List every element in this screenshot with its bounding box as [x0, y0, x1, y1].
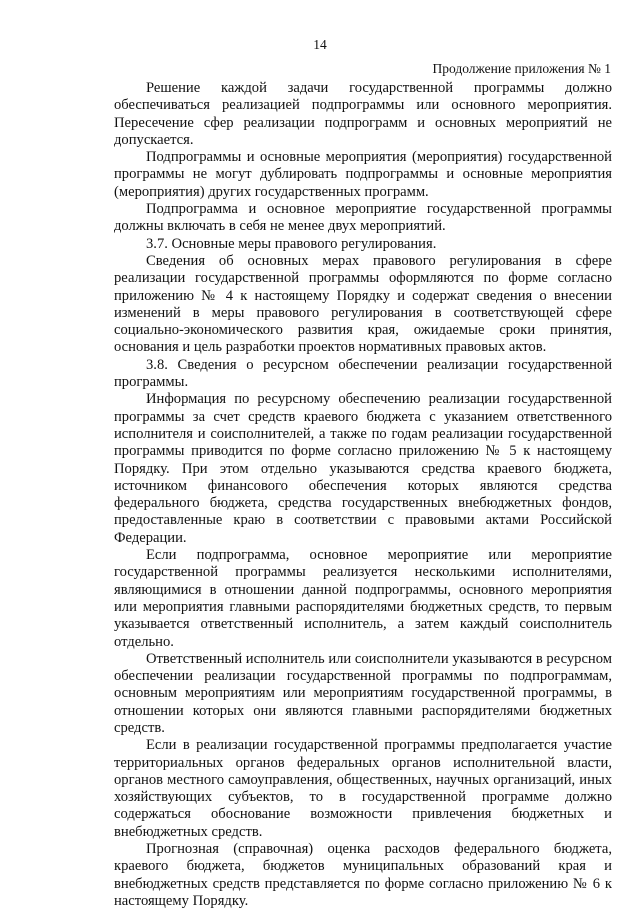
section-heading-3-8: 3.8. Сведения о ресурсном обеспечении реализации государственной программы. — [114, 356, 612, 391]
paragraph-resource-info: Информация по ресурсному обеспечению реализации государственной программы за счет средств краевого бюджета с указанием ответственного исполнителя и соисполнителей, а также по годам реализации государственной программы приводится по форме согласно приложению № 5 к настоящему Порядку. При этом отдельно указываются средства краевого бюджета, источником финансового обеспечения которых являются средства федерального бюджета, средства государственных внебюджетных фондов, предоставленные краю в соответствии с правовыми актами Российской Федерации. — [114, 391, 612, 546]
document-body — [114, 80, 612, 910]
paragraph-forecast-estimate: Прогнозная (справочная) оценка расходов федерального бюджета, краевого бюджета, бюджетов муниципальных образований края и внебюджетных средств представляется по форме согласно приложению № 6 к настоящему Порядку. — [114, 841, 612, 909]
paragraph-legal-regulation: Сведения об основных мерах правового регулирования в сфере реализации государственной программы оформляются по форме согласно приложению № 4 к настоящему Порядку и содержат сведения о внесении изменений в меры правового регулирования в соответствующей сфере социально-экономического развития края, ожидаемые сроки принятия, основания и цель разработки проектов нормативных правовых актов. — [114, 252, 612, 356]
paragraph-territorial-bodies: Если в реализации государственной программы предполагается участие территориальных органов федеральных органов исполнительной власти, органов местного самоуправления, общественных, научных организаций, иных хозяйствующих субъектов, то в государственной программе должно содержаться обоснование возможности привлечения бюджетных и внебюджетных средств. — [114, 737, 612, 840]
section-heading-3-7: 3.7. Основные меры правового регулирования. — [146, 235, 437, 252]
appendix-continuation-note: Продолжение приложения № 1 — [432, 61, 611, 76]
paragraph-tasks: Решение каждой задачи государственной программы должно обеспечиваться реализацией подпрограммы или основного мероприятия. Пересечение сфер реализации подпрограмм и основных мероприятий не допускается. — [114, 80, 612, 148]
paragraph-responsible-executor: Ответственный исполнитель или соисполнители указываются в ресурсном обеспечении реализации государственной программы по подпрограммам, основным мероприятиям или мероприятиям государственной программы, в отношении которых они являются главными распорядителями бюджетных средств. — [114, 650, 612, 736]
paragraph-multiple-executors: Если подпрограмма, основное мероприятие или мероприятие государственной программы реализуется несколькими исполнителями, являющимися в отношении данной подпрограммы, основного мероприятия или мероприятия главными распорядителями бюджетных средств, то первым указывается ответственный исполнитель, а затем каждый соисполнитель отдельно. — [114, 547, 612, 650]
page-number: 14 — [313, 37, 327, 52]
paragraph-no-duplication: Подпрограммы и основные мероприятия (мероприятия) государственной программы не могут дублировать подпрограммы и основные мероприятия (мероприятия) других государственных программ. — [114, 149, 612, 200]
paragraph-min-activities: Подпрограмма и основное мероприятие государственной программы должны включать в себя не менее двух мероприятий. — [114, 201, 612, 235]
